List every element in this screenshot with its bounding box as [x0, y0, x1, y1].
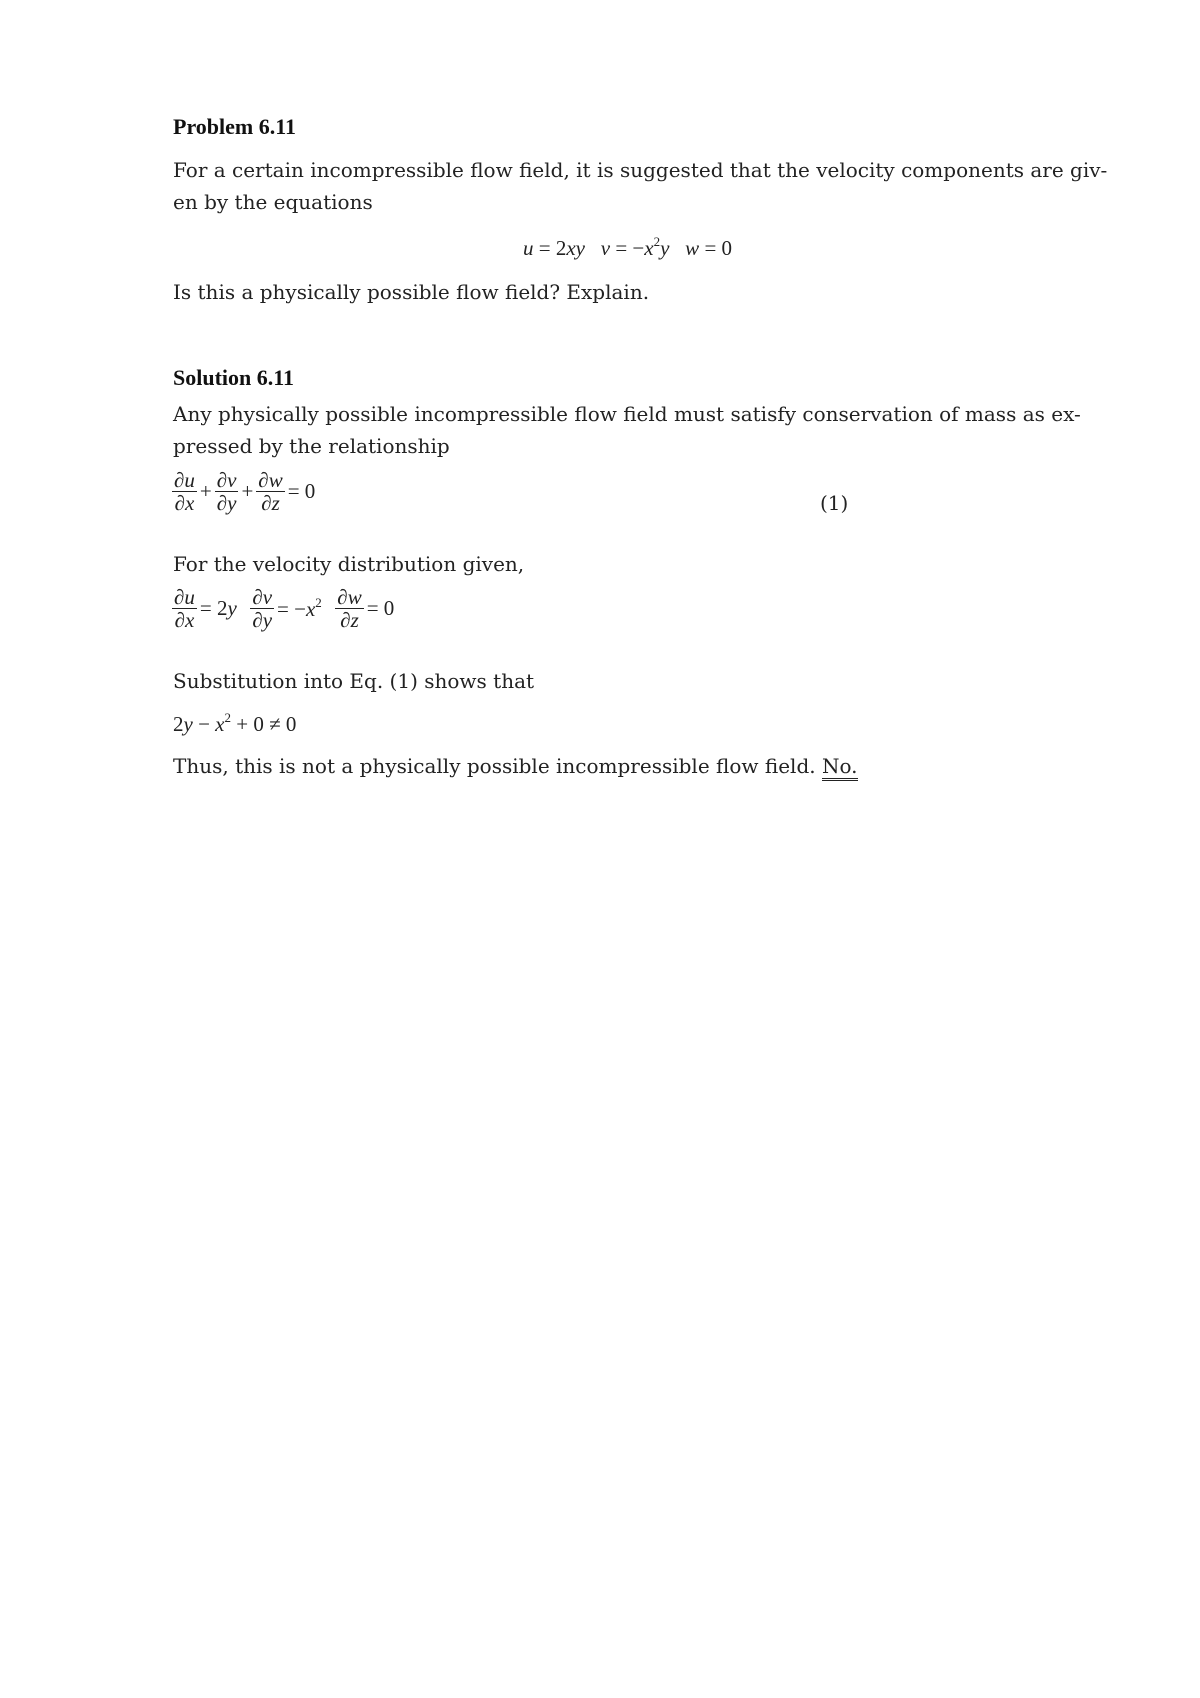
velocity-distribution-text: For the velocity distribution given, — [173, 552, 525, 576]
substitution-text: Substitution into Eq. (1) shows that — [173, 669, 535, 693]
substitution-result: $2y - x^2 + 0 \ne 0$ — [173, 710, 297, 736]
problem-title: Problem 6.11 — [173, 114, 297, 139]
solution-statement-line2: pressed by the relationship — [173, 434, 450, 458]
solution-title: Solution 6.11 — [173, 365, 295, 390]
conclusion — [173, 750, 858, 782]
answer: No. — [822, 754, 858, 781]
equation-number: (1) — [820, 491, 849, 515]
velocity-equations: u = 2xy $v = -x^2y$ w = 0 — [523, 234, 733, 260]
problem-statement-line2: en by the equations — [173, 190, 373, 214]
partial-derivatives: $\frac{\partial u}{\partial x}$ = 2y $\frac{\partial v}{\partial y}$ = $-x^2$ $\frac{\partial w}{\partial z}$ = 0 — [174, 585, 395, 632]
continuity-equation: $\frac{\partial u}{\partial x}$ + $\frac{\partial v}{\partial y}$ + $\frac{\partial w}{\partial z}$ = 0 — [174, 468, 316, 515]
problem-question: Is this a physically possible flow field? Explain. — [173, 280, 650, 304]
conclusion-text: Thus, this is not a physically possible incompressible flow field. — [173, 754, 822, 778]
problem-statement-line1: For a certain incompressible flow field, it is suggested that the velocity components are giv- — [173, 158, 1108, 182]
solution-statement-line1: Any physically possible incompressible flow field must satisfy conservation of mass as ex- — [173, 402, 1081, 426]
